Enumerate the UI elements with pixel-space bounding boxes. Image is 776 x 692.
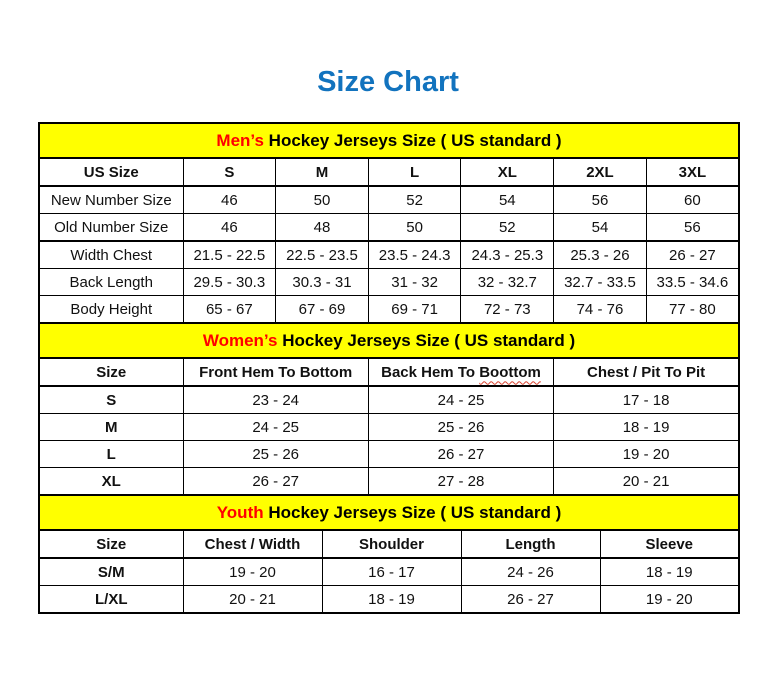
mens-column-header-5: 2XL [554,158,647,186]
cell-value: 18 - 19 [322,586,461,614]
mens-section-title-highlight: Men’s [216,130,264,150]
cell-value: 24.3 - 25.3 [461,241,554,269]
cell-value: 54 [554,214,647,242]
youth-section-title [39,495,739,530]
cell-value: 16 - 17 [322,558,461,586]
cell-value: 25.3 - 26 [554,241,647,269]
cell-value: 19 - 20 [554,441,739,468]
cell-value: 31 - 32 [368,269,461,296]
womens-column-header-0: Size [39,358,183,386]
mens-column-header-6: 3XL [646,158,739,186]
row-label: L/XL [39,586,183,614]
womens-table-row-3 [39,468,739,496]
womens-column-header-2: Back Hem To Boottom [368,358,553,386]
cell-value: 24 - 25 [183,414,368,441]
cell-value: 30.3 - 31 [276,269,369,296]
row-label: L [39,441,183,468]
womens-table-row-2 [39,441,739,468]
size-chart-tables [38,122,740,614]
cell-value: 20 - 21 [554,468,739,496]
mens-section-title-rest: Hockey Jerseys Size ( US standard ) [263,130,562,150]
womens-header-row [39,358,739,386]
cell-value: 33.5 - 34.6 [646,269,739,296]
cell-value: 26 - 27 [461,586,600,614]
youth-section-band [39,495,739,530]
cell-value: 32 - 32.7 [461,269,554,296]
cell-value: 67 - 69 [276,296,369,324]
youth-size-table [38,494,740,614]
cell-value: 23 - 24 [183,386,368,414]
mens-column-header-0: US Size [39,158,183,186]
cell-value: 77 - 80 [646,296,739,324]
mens-table-row-3 [39,269,739,296]
cell-value: 46 [183,214,276,242]
cell-value: 54 [461,186,554,214]
cell-value: 52 [368,186,461,214]
cell-value: 56 [646,214,739,242]
cell-value: 26 - 27 [368,441,553,468]
misspelled-word: Boottom [479,363,541,381]
row-label: Body Height [39,296,183,324]
cell-value: 17 - 18 [554,386,739,414]
mens-column-header-3: L [368,158,461,186]
womens-table-row-0 [39,386,739,414]
womens-section-band [39,323,739,358]
cell-value: 56 [554,186,647,214]
mens-column-header-2: M [276,158,369,186]
womens-table-row-1 [39,414,739,441]
mens-section-band [39,123,739,158]
row-label: S/M [39,558,183,586]
youth-table-row-1 [39,586,739,614]
youth-column-header-0: Size [39,530,183,558]
cell-value: 18 - 19 [554,414,739,441]
page-title: Size Chart [317,66,459,98]
row-label: S [39,386,183,414]
row-label: Old Number Size [39,214,183,242]
womens-column-header-1: Front Hem To Bottom [183,358,368,386]
cell-value: 25 - 26 [368,414,553,441]
womens-section-title-rest: Hockey Jerseys Size ( US standard ) [277,330,576,350]
mens-column-header-1: S [183,158,276,186]
cell-value: 50 [276,186,369,214]
cell-value: 19 - 20 [600,586,739,614]
womens-section-title [39,323,739,358]
cell-value: 25 - 26 [183,441,368,468]
cell-value: 19 - 20 [183,558,322,586]
mens-table-row-4 [39,296,739,324]
cell-value: 46 [183,186,276,214]
row-label: Back Length [39,269,183,296]
row-label: Width Chest [39,241,183,269]
mens-header-row [39,158,739,186]
womens-size-table [38,322,740,496]
cell-value: 69 - 71 [368,296,461,324]
cell-value: 26 - 27 [646,241,739,269]
mens-table-row-0 [39,186,739,214]
cell-value: 65 - 67 [183,296,276,324]
youth-table-row-0 [39,558,739,586]
cell-value: 21.5 - 22.5 [183,241,276,269]
row-label: XL [39,468,183,496]
cell-value: 23.5 - 24.3 [368,241,461,269]
mens-section-title [39,123,739,158]
cell-value: 27 - 28 [368,468,553,496]
cell-value: 18 - 19 [600,558,739,586]
youth-column-header-1: Chest / Width [183,530,322,558]
cell-value: 26 - 27 [183,468,368,496]
youth-section-title-highlight: Youth [216,502,264,522]
row-label: M [39,414,183,441]
cell-value: 20 - 21 [183,586,322,614]
cell-value: 24 - 25 [368,386,553,414]
youth-header-row [39,530,739,558]
mens-column-header-4: XL [461,158,554,186]
youth-column-header-2: Shoulder [322,530,461,558]
youth-column-header-3: Length [461,530,600,558]
mens-table-row-1 [39,214,739,242]
cell-value: 24 - 26 [461,558,600,586]
womens-section-title-highlight: Women’s [202,330,278,350]
youth-column-header-4: Sleeve [600,530,739,558]
mens-table-row-2 [39,241,739,269]
cell-value: 72 - 73 [461,296,554,324]
youth-section-title-rest: Hockey Jerseys Size ( US standard ) [263,502,562,522]
womens-column-header-3: Chest / Pit To Pit [554,358,739,386]
cell-value: 60 [646,186,739,214]
cell-value: 50 [368,214,461,242]
cell-value: 32.7 - 33.5 [554,269,647,296]
cell-value: 48 [276,214,369,242]
cell-value: 74 - 76 [554,296,647,324]
mens-size-table [38,122,740,324]
cell-value: 52 [461,214,554,242]
cell-value: 22.5 - 23.5 [276,241,369,269]
cell-value: 29.5 - 30.3 [183,269,276,296]
row-label: New Number Size [39,186,183,214]
